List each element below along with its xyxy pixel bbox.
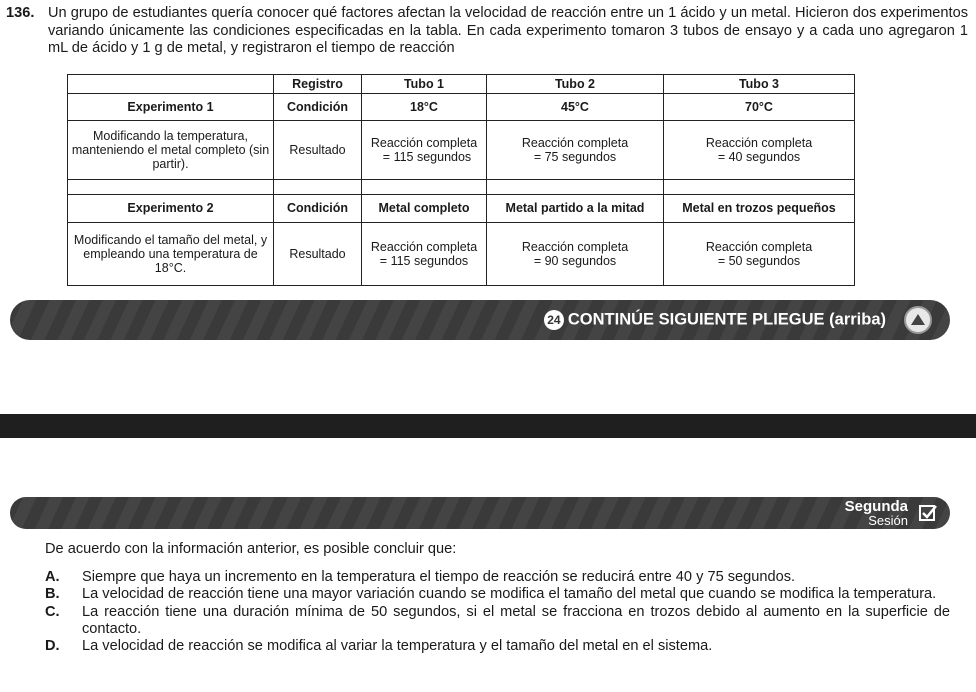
header-registro: Registro	[274, 75, 362, 94]
exp2-condition-label: Condición	[274, 195, 362, 222]
exp1-condition-3: 70°C	[664, 93, 855, 120]
session-subtitle: Sesión	[868, 513, 908, 528]
exp1-condition-2: 45°C	[487, 93, 664, 120]
exp2-condition-3: Metal en trozos pequeños	[664, 195, 855, 222]
exp2-result-label: Resultado	[274, 222, 362, 285]
exp2-condition-1: Metal completo	[362, 195, 487, 222]
checkbox-checked-icon	[918, 503, 938, 528]
fold-label-text: CONTINÚE SIGUIENTE PLIEGUE (arriba)	[567, 310, 886, 329]
session-bar	[10, 497, 950, 529]
option-b[interactable]	[45, 586, 950, 603]
intro-line-2: experimentos variando únicamente las condiciones especificadas en la tabla. En cada experimento tomaron 3 tubos de ensayo y a	[48, 5, 968, 39]
option-letter: B.	[45, 586, 60, 603]
exp1-condition-1: 18°C	[362, 93, 487, 120]
option-letter: D.	[45, 638, 60, 655]
page-divider-band	[0, 414, 976, 438]
option-text: La velocidad de reacción tiene una mayor variación cuando se modifica el tamaño del metal que cuando se modifica la temperatura.	[82, 586, 937, 603]
exp2-result-3: Reacción completa = 50 segundos	[664, 222, 855, 285]
exp1-result-label: Resultado	[274, 121, 362, 180]
exp1-description: Modificando la temperatura, manteniendo el metal completo (sin partir).	[68, 121, 274, 180]
option-letter: C.	[45, 603, 60, 620]
exp1-result-2: Reacción completa = 75 segundos	[487, 121, 664, 180]
question-number: 136.	[6, 5, 35, 21]
header-tubo-3: Tubo 3	[664, 75, 855, 94]
intro-line-3: cada uno agregaron 1 mL de ácido y 1 g de metal, y registraron el tiempo de reacción	[48, 22, 968, 56]
exp1-condition-label: Condición	[274, 93, 362, 120]
option-d[interactable]	[45, 638, 950, 655]
session-title: Segunda	[844, 498, 908, 515]
exp1-result-3: Reacción completa = 40 segundos	[664, 121, 855, 180]
fold-label	[544, 310, 886, 330]
spacer-cell	[68, 180, 274, 195]
option-letter: A.	[45, 569, 60, 585]
exp2-condition-2: Metal partido a la mitad	[487, 195, 664, 222]
question-prompt: De acuerdo con la información anterior, es posible concluir que:	[45, 541, 457, 557]
option-text: La reacción tiene una duración mínima de 50 segundos, si el metal se fracciona en trozos debido al aumento en la superficie de contacto.	[82, 603, 950, 637]
header-tubo-2: Tubo 2	[487, 75, 664, 94]
exp2-description: Modificando el tamaño del metal, y empleando una temperatura de 18°C.	[68, 222, 274, 285]
arrow-up-icon	[904, 306, 932, 334]
exp2-result-2: Reacción completa = 90 segundos	[487, 222, 664, 285]
page-badge: 24	[544, 310, 564, 330]
answer-options	[45, 569, 950, 655]
option-text: Siempre que haya un incremento en la temperatura el tiempo de reacción se reducirá entre 40 y 75 segundos.	[82, 569, 796, 585]
option-text: La velocidad de reacción se modifica al variar la temperatura y el tamaño del metal en el sistema.	[82, 638, 713, 655]
experiments-table	[67, 74, 855, 286]
exp1-title: Experimento 1	[68, 93, 274, 120]
table-blank-cell	[68, 75, 274, 94]
exp2-title: Experimento 2	[68, 195, 274, 222]
option-c[interactable]	[45, 604, 950, 639]
intro-line-1: Un grupo de estudiantes quería conocer qué factores afectan la velocidad de reacción entre un 1 ácido y un metal. Hicieron dos	[48, 5, 877, 21]
option-a[interactable]	[45, 569, 950, 586]
question-intro	[6, 5, 968, 58]
continue-fold-bar	[10, 300, 950, 340]
header-tubo-1: Tubo 1	[362, 75, 487, 94]
exp2-result-1: Reacción completa = 115 segundos	[362, 222, 487, 285]
exp1-result-1: Reacción completa = 115 segundos	[362, 121, 487, 180]
